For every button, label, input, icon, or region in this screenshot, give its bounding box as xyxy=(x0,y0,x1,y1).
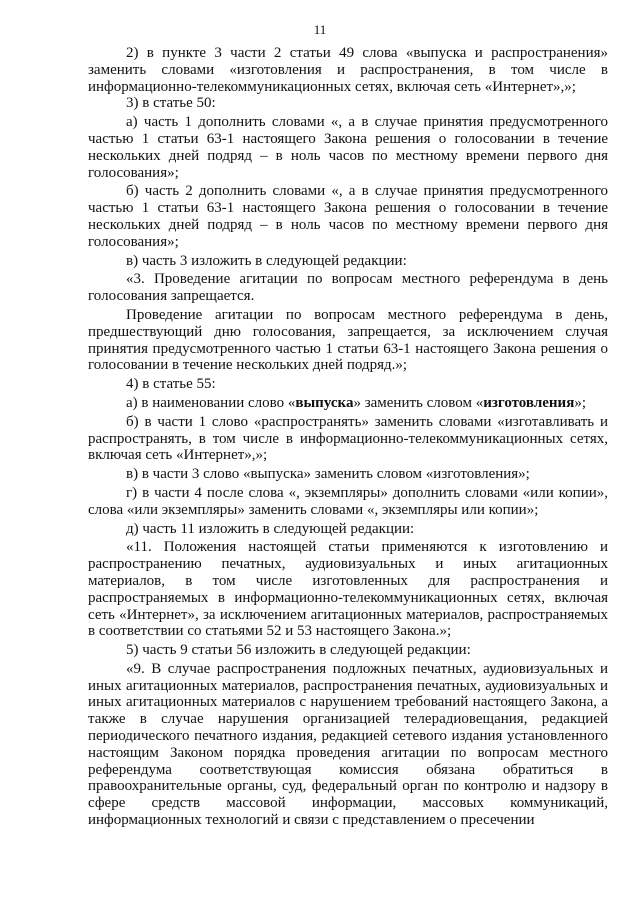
paragraph: 4) в статье 55: xyxy=(126,376,216,393)
paragraph: б) часть 2 дополнить словами «, а в случае принятия предусмотренного частью 1 статьи 63-1 настоящего Закона решения о голосовании в течение нескольких дней подряд – в ноль часов по местному времени первого дня голосования»; xyxy=(88,183,608,250)
paragraph: а) часть 1 дополнить словами «, а в случае принятия предусмотренного частью 1 статьи 63-1 настоящего Закона решения о голосовании в течение нескольких дней подряд – в ноль часов по местному времени первого дня голосования»; xyxy=(88,114,608,181)
paragraph: «3. Проведение агитации по вопросам местного референдума в день голосования запрещается. xyxy=(88,271,608,305)
paragraph: г) в части 4 после слова «, экземпляры» дополнить словами «или копии», слова «или экземпляры» заменить словами «, экземпляры или копии»; xyxy=(88,484,608,518)
paragraph: «9. В случае распространения подложных печатных, аудиовизуальных и иных агитационных материалов, распространения печатных, аудиовизуальных и иных агитационных материалов с нарушением требований настоящего Закона, а также в случае нарушения организацией телерадиовещания, редакцией периодического печатного издания, редакцией сетевого издания установленного настоящим Законом порядка проведения агитации по вопросам местного референдума соответствующая комиссия обязана обратиться в правоохранительные органы, суд, федеральный орган по контролю и надзору в сфере средств массовой информации, массовых коммуникаций, информационных технологий и связи с представлением о пресечении xyxy=(88,660,608,829)
paragraph: в) часть 3 изложить в следующей редакции: xyxy=(126,252,407,269)
paragraph xyxy=(88,395,608,412)
paragraph: 3) в статье 50: xyxy=(126,95,216,112)
paragraph: «11. Положения настоящей статьи применяются к изготовлению и распространению печатных, аудиовизуальных и иных агитационных материалов, в том числе изготовленных для распространения и распространяемых в информационно-телекоммуникационных сетях, включая сеть «Интернет», за исключением агитационных материалов, распространяемых в соответствии со статьями 52 и 53 настоящего Закона.»; xyxy=(88,539,608,640)
text-run: »; xyxy=(574,394,586,411)
paragraph: Проведение агитации по вопросам местного референдума в день, предшествующий дню голосования, запрещается, за исключением случая принятия предусмотренного частью 1 статьи 63-1 настоящего Закона решения о голосовании в течение нескольких дней подряд.»; xyxy=(88,306,608,374)
paragraph: б) в части 1 слово «распространять» заменить словами «изготавливать и распространять, в том числе в информационно-телекоммуникационных сетях, включая сеть «Интернет»,»; xyxy=(88,413,608,464)
paragraph: 5) часть 9 статьи 56 изложить в следующей редакции: xyxy=(126,642,471,659)
paragraph: д) часть 11 изложить в следующей редакции: xyxy=(126,520,415,537)
text-run: а) в наименовании слово « xyxy=(126,394,296,411)
bold-term: выпуска xyxy=(295,394,354,411)
paragraph: 2) в пункте 3 части 2 статьи 49 слова «выпуска и распространения» заменить словами «изготовления и распространения, в том числе в информационно-телекоммуникационных сетях, включая сеть «Интернет»,»; xyxy=(88,45,608,95)
text-run: » заменить словом « xyxy=(353,394,484,411)
page-number: 11 xyxy=(313,22,327,37)
bold-term: изготовления xyxy=(483,394,575,411)
paragraph: в) в части 3 слово «выпуска» заменить словом «изготовления»; xyxy=(126,466,530,483)
document-body xyxy=(88,45,608,829)
